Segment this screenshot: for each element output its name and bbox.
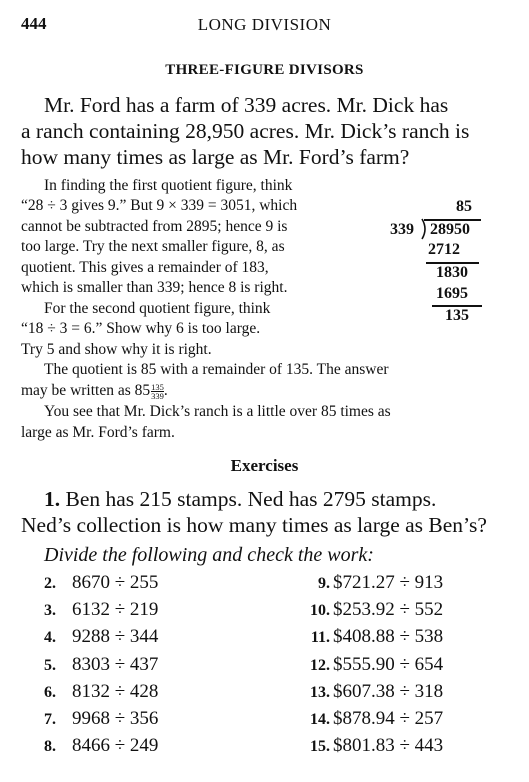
exercise-item: 7. 9968 ÷ 356 (44, 708, 159, 729)
dividend: 28950 (430, 221, 470, 238)
explanation-line: Try 5 and show why it is right. (21, 341, 212, 358)
exercise-instruction: Divide the following and check the work: (44, 544, 374, 566)
explanation-line: too large. Try the next smaller figure, 8, as (21, 238, 285, 255)
exercise-1-line: 1. Ben has 215 stamps. Ned has 2795 stamps. (44, 487, 437, 511)
fraction-numerator: 135 (151, 381, 164, 392)
fraction-denominator: 339 (151, 390, 164, 401)
exercises-heading: Exercises (230, 456, 299, 475)
exercise-item: 2. 8670 ÷ 255 (44, 572, 159, 593)
exercise-item: 13. $607.38 ÷ 318 (310, 681, 444, 702)
running-title: LONG DIVISION (197, 15, 332, 34)
explanation-line: cannot be subtracted from 2895; hence 9 is (21, 218, 288, 235)
divisor: 339 (390, 221, 414, 238)
division-bracket (421, 218, 429, 240)
explanation-line: “18 ÷ 3 = 6.” Show why 6 is too large. (21, 320, 261, 337)
conclusion-line: The quotient is 85 with a remainder of 135. The answer (44, 361, 389, 378)
explanation-line: In finding the first quotient figure, think (44, 177, 293, 194)
conclusion-line: You see that Mr. Dick’s ranch is a little over 85 times as (44, 403, 391, 420)
mixed-fraction (151, 383, 164, 400)
problem-line: Mr. Ford has a farm of 339 acres. Mr. Dick has (44, 93, 449, 117)
exercise-item: 11. $408.88 ÷ 538 (310, 626, 444, 647)
exercise-item: 4. 9288 ÷ 344 (44, 626, 159, 647)
explanation-line: “28 ÷ 3 gives 9.” But 9 × 339 = 3051, which (21, 197, 298, 214)
explanation-line: which is smaller than 339; hence 8 is right. (21, 279, 288, 296)
page-number: 444 (21, 14, 47, 33)
explanation-line: For the second quotient figure, think (44, 300, 271, 317)
problem-line: how many times as large as Mr. Ford’s farm? (21, 145, 410, 169)
remainder: 135 (445, 307, 469, 324)
exercise-item: 15. $801.83 ÷ 443 (310, 735, 444, 756)
exercise-item: 6. 8132 ÷ 428 (44, 681, 159, 702)
step1-remainder: 1830 (436, 264, 468, 281)
conclusion-line: may be written as 85 $\frac{135}{339}$ . (21, 381, 168, 401)
exercise-number: 1. (44, 487, 61, 511)
exercise-1-line: Ned’s collection is how many times as large as Ben’s? (21, 513, 487, 537)
quotient: 85 (456, 198, 472, 215)
exercise-item: 14. $878.94 ÷ 257 (310, 708, 444, 729)
exercise-item: 8. 8466 ÷ 249 (44, 735, 159, 756)
exercise-item: 5. 8303 ÷ 437 (44, 654, 159, 675)
conclusion-line: large as Mr. Ford’s farm. (21, 424, 175, 441)
problem-line: a ranch containing 28,950 acres. Mr. Dick’s ranch is (21, 119, 470, 143)
step2-product: 1695 (436, 285, 468, 302)
explanation-line: quotient. This gives a remainder of 183, (21, 259, 269, 276)
exercise-item: 12. $555.90 ÷ 654 (310, 654, 444, 675)
exercise-item: 9. $721.27 ÷ 913 (318, 572, 444, 593)
exercise-item: 3. 6132 ÷ 219 (44, 599, 159, 620)
step1-product: 2712 (428, 241, 460, 258)
exercise-item: 10. $253.92 ÷ 552 (310, 599, 444, 620)
section-title: THREE-FIGURE DIVISORS (165, 62, 364, 78)
